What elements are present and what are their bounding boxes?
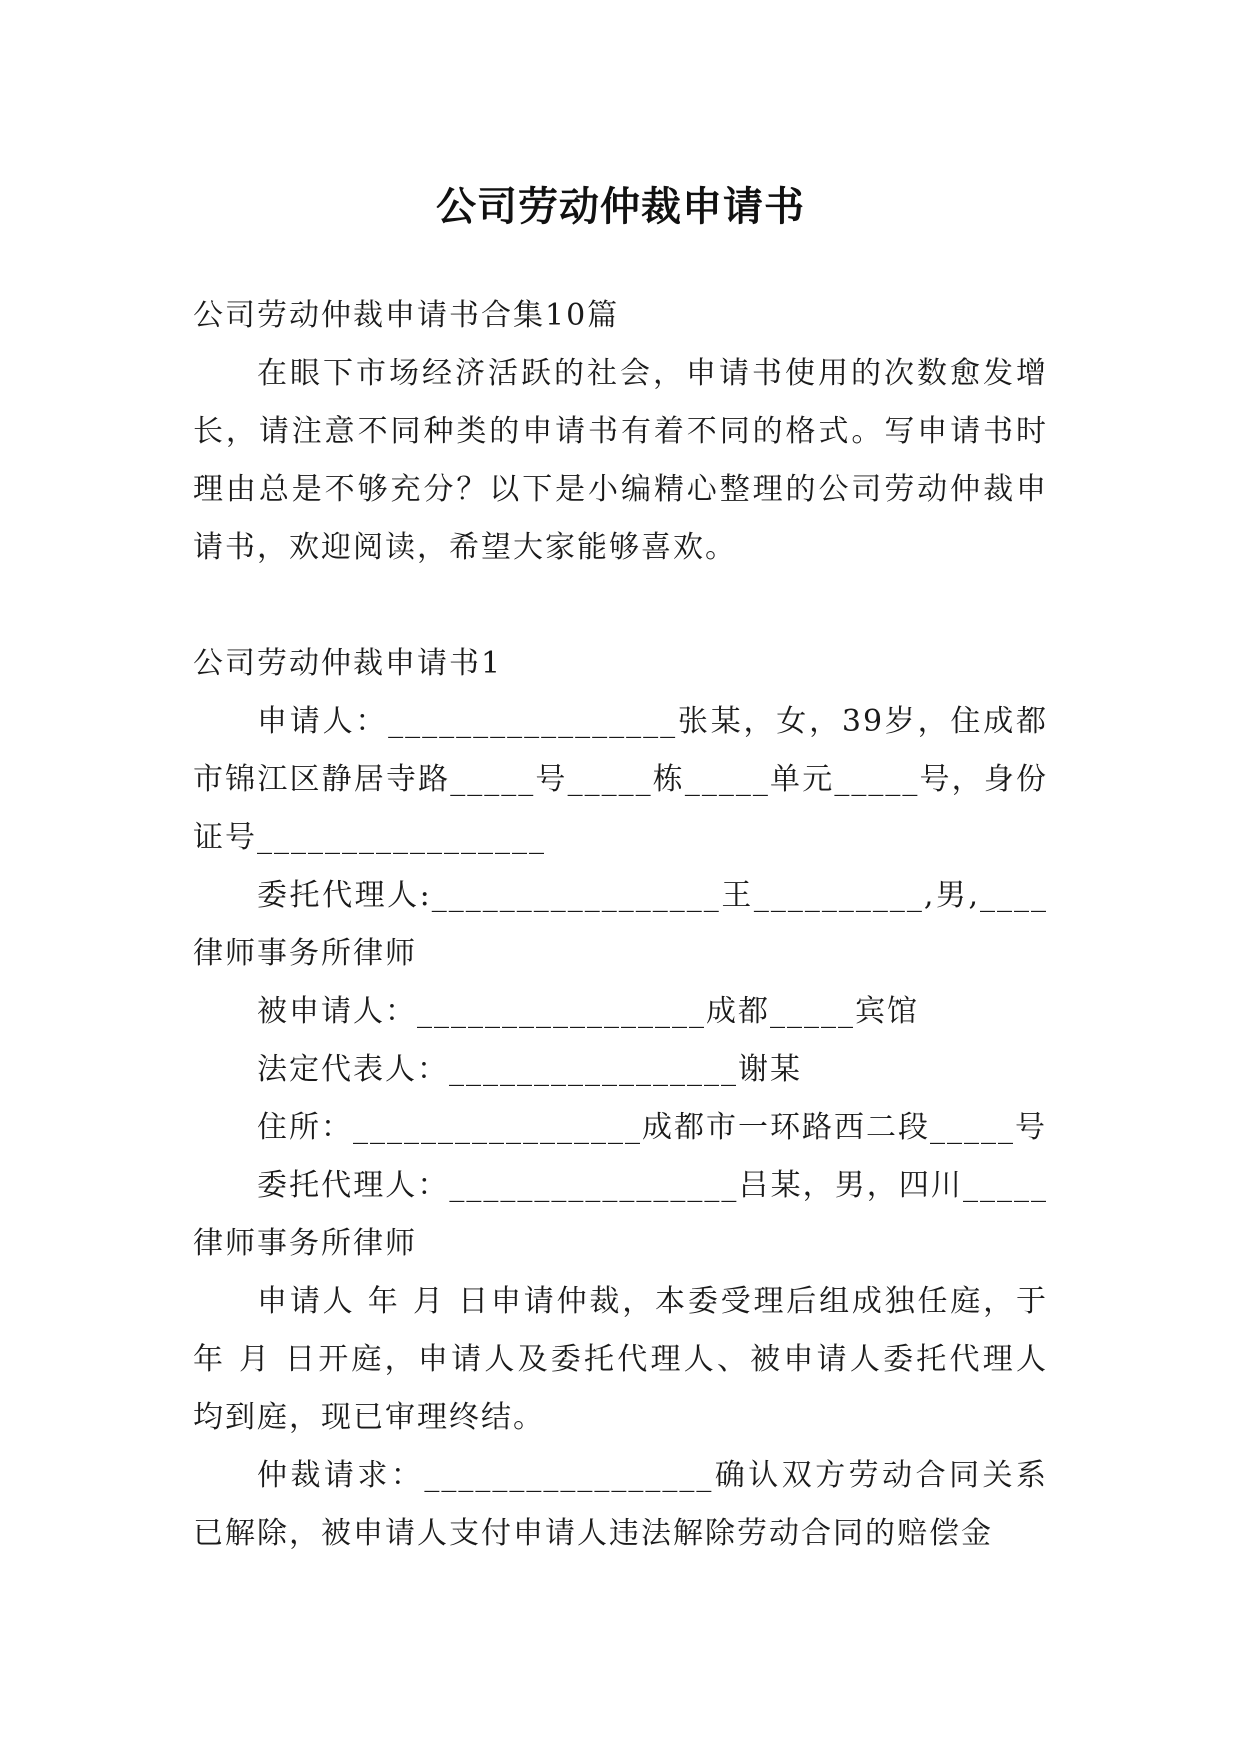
address-line: 住所：_________________成都市一环路西二段_____号 <box>257 1110 1047 1145</box>
applicant-paragraph: 申请人：_________________张某，女，39岁，住成都市锦江区静居寺路_____号_____栋_____单元_____号，身份证号_________________ <box>193 704 1048 855</box>
document-title: 公司劳动仲裁申请书 <box>436 183 805 230</box>
respondent-line: 被申请人：_________________成都_____宾馆 <box>257 994 919 1029</box>
section-heading: 公司劳动仲裁申请书1 <box>193 646 503 681</box>
hearing-paragraph: 申请人 年 月 日申请仲裁，本委受理后组成独任庭，于 年 月 日开庭，申请人及委托代理人、被申请人委托代理人均到庭，现已审理终结。 <box>193 1284 1048 1435</box>
legal-representative-line: 法定代表人：_________________谢某 <box>257 1052 802 1087</box>
collection-subtitle: 公司劳动仲裁申请书合集10篇 <box>193 298 620 333</box>
respondent-agent-paragraph: 委托代理人：_________________吕某，男，四川_____律师事务所律师 <box>193 1168 1048 1261</box>
applicant-agent-paragraph: 委托代理人:_________________王__________,男,____律师事务所律师 <box>193 878 1048 971</box>
intro-paragraph: 在眼下市场经济活跃的社会，申请书使用的次数愈发增长，请注意不同种类的申请书有着不同的格式。写申请书时理由总是不够充分？以下是小编精心整理的公司劳动仲裁申请书，欢迎阅读，希望大家能够喜欢。 <box>193 356 1048 565</box>
document-body <box>193 287 1048 1563</box>
arbitration-claims-paragraph: 仲裁请求：_________________确认双方劳动合同关系已解除，被申请人支付申请人违法解除劳动合同的赔偿金 <box>193 1458 1048 1551</box>
